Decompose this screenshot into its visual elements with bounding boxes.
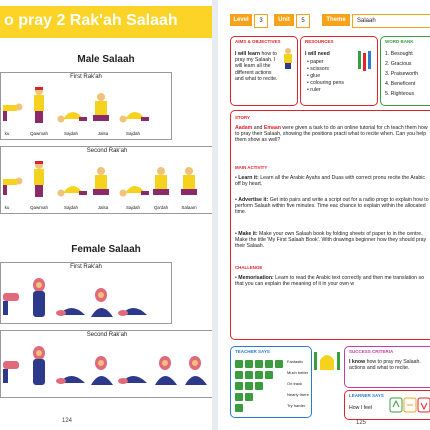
resource-item: • glue — [307, 73, 321, 79]
female-figure-prostrating — [56, 376, 85, 384]
male-salaah-heading: Male Salaah — [77, 54, 135, 65]
rating-figures-grid — [234, 359, 284, 413]
resources-box — [300, 36, 378, 106]
word-bank-item: 5. Righteous — [385, 91, 415, 97]
female-first-rakah-figures — [1, 271, 171, 321]
rating-legend-item: Try harder — [287, 403, 306, 408]
male-figure-standing — [34, 87, 44, 123]
position-label: Sajdah — [125, 205, 140, 210]
activity-item: • Advertise it: Get into pairs and write a script out for a radio progr to explain how to perform Salaah within five minutes. Time eac chance to explain within the allocated time. — [235, 197, 429, 216]
position-label: Salaam — [181, 205, 197, 210]
aims-title: AIMS & OBJECTIVES — [235, 39, 281, 44]
aims-text — [235, 51, 281, 82]
learner-says-title: LEARNER SAYS — [349, 393, 384, 398]
success-criteria-box — [344, 346, 430, 388]
rating-legend-item: Much better — [287, 370, 309, 375]
female-figure-sitting — [91, 356, 113, 385]
challenge-title: CHALLENGE — [235, 265, 263, 270]
teacher-says-box — [230, 346, 312, 418]
female-figure-standing — [33, 278, 45, 317]
position-label: ku — [4, 131, 10, 136]
male-figure-sitting — [93, 167, 109, 195]
story-name-emaan: Emaan — [263, 125, 281, 131]
word-bank-box — [380, 36, 430, 106]
word-bank-item: 4. Beneficent — [385, 81, 416, 87]
word-bank-item: 3. Praiseworth — [385, 71, 419, 77]
female-second-rakah-figures — [1, 339, 212, 393]
resource-item: • colouring pens — [307, 80, 345, 86]
female-first-rakah-panel — [0, 262, 172, 324]
rating-legend-item: On track — [287, 381, 303, 386]
male-figure-salaam — [181, 167, 197, 195]
position-label: Sajdah — [125, 131, 140, 136]
male-figure-sitting-2 — [153, 167, 169, 195]
female-figure-prostrating — [56, 308, 85, 316]
male-figure-prostrating — [58, 186, 88, 197]
success-criteria-text: I know how to pray my Salaah. actions and what to recite. — [349, 359, 421, 372]
aims-objectives-box — [230, 36, 298, 106]
rating-legend-item: Fantastic — [287, 359, 304, 364]
scissors-pens-icon — [356, 49, 374, 73]
male-figure-sitting — [93, 93, 109, 121]
word-bank-item: 1. Besought — [385, 51, 413, 57]
position-label: ku — [4, 205, 10, 210]
position-label: Sajdah — [63, 131, 78, 136]
first-rakah-label: First Rak'ah — [70, 74, 102, 80]
male-figure-standing — [34, 161, 44, 197]
story-name-aadam: Aadam — [235, 125, 253, 131]
main-activity-title: MAIN ACTIVITY — [235, 165, 268, 170]
male-second-rakah-panel — [0, 146, 212, 214]
rating-legend-item: Nearly there — [287, 392, 309, 397]
female-figure-sitting-2 — [155, 356, 177, 385]
female-figure-standing — [33, 346, 45, 385]
child-illustration-icon — [281, 47, 295, 69]
unit-value: 5 — [296, 14, 310, 28]
resources-heading: I will need — [305, 51, 330, 57]
male-second-rakah-figures — [1, 155, 212, 201]
position-label: Jalsa — [97, 205, 109, 210]
male-figure-prostrating — [58, 112, 88, 123]
activities-box — [230, 110, 430, 340]
right-page — [218, 0, 430, 430]
female-figure-bowing — [3, 361, 19, 383]
resources-title: RESOURCES — [305, 39, 334, 44]
aims-lead: I will learn — [235, 51, 261, 57]
word-bank-title: WORD BANK — [385, 39, 414, 44]
male-figure-prostrating-2 — [120, 186, 150, 197]
story-title: STORY — [235, 115, 250, 120]
female-figure-bowing — [3, 293, 19, 315]
second-rakah-label: Second Rak'ah — [86, 332, 128, 338]
female-figure-salaam — [185, 356, 207, 385]
theme-value: Salaah — [352, 14, 430, 28]
theme-label: Theme — [322, 14, 350, 26]
female-figure-prostrating-2 — [118, 308, 147, 316]
level-label: Level — [230, 14, 252, 26]
male-figure-bowing — [3, 104, 23, 122]
aims-body: how to pray my Salaah. I will learn all the different actions and what to recite. — [235, 51, 278, 82]
male-first-rakah-figures — [1, 81, 171, 127]
level-value: 3 — [254, 14, 268, 28]
female-second-rakah-panel — [0, 330, 212, 398]
learner-says-text: How I feel — [349, 405, 373, 411]
female-figure-sitting — [91, 288, 113, 317]
activity-item: • Learn it: Learn all the Arabic Ayahs and Duas with correct pronu recite the Arabic off by heart. — [235, 175, 426, 188]
first-rakah-label: First Rak'ah — [70, 264, 102, 270]
story-text: Aadam and Emaan were given a task to do an online tutorial for ch teach them how to pray their Salaah, showing the positions practi what to recite when. Can you help them show as well? — [235, 125, 428, 144]
male-figure-prostrating-2 — [120, 112, 150, 123]
page-title: o pray 2 Rak'ah Salaah — [4, 12, 178, 29]
activity-item: • Make it: Make your own Salaah book by folding sheets of paper to in the centre. Make the title 'My First Salaah Book'. With drawings beginner how they should pray their Salaah. — [235, 231, 427, 250]
position-label: Qawmah — [29, 131, 48, 136]
female-figure-prostrating-2 — [118, 376, 147, 384]
left-page — [0, 0, 212, 430]
resource-item: • paper — [307, 59, 324, 65]
success-criteria-title: SUCCESS CRITERIA — [349, 349, 394, 354]
male-figure-bowing — [3, 178, 23, 196]
unit-label: Unit — [274, 14, 294, 26]
position-label: Sajdah — [63, 205, 78, 210]
teacher-says-title: TEACHER SAYS — [235, 349, 270, 354]
learner-says-box — [344, 390, 430, 420]
resource-item: • ruler — [307, 87, 321, 93]
mosque-icon — [312, 346, 342, 370]
page-number: 125 — [356, 420, 367, 426]
female-salaah-heading: Female Salaah — [71, 244, 141, 255]
resource-item: • scissors — [307, 66, 329, 72]
word-bank-item: 2. Gracious — [385, 61, 412, 67]
feelings-icons — [389, 397, 430, 415]
page-number: 124 — [62, 418, 73, 424]
position-label: Jalsa — [97, 131, 109, 136]
second-rakah-label: Second Rak'ah — [86, 148, 128, 154]
title-banner — [0, 6, 212, 38]
position-label: Qawmah — [29, 205, 48, 210]
challenge-item: • Memorisation: Learn to read the Arabic text correctly and then me translation so that you can explain the meaning of it in your own w — [235, 275, 424, 288]
male-first-rakah-panel — [0, 72, 172, 140]
position-label: Qa'dah — [153, 205, 169, 210]
